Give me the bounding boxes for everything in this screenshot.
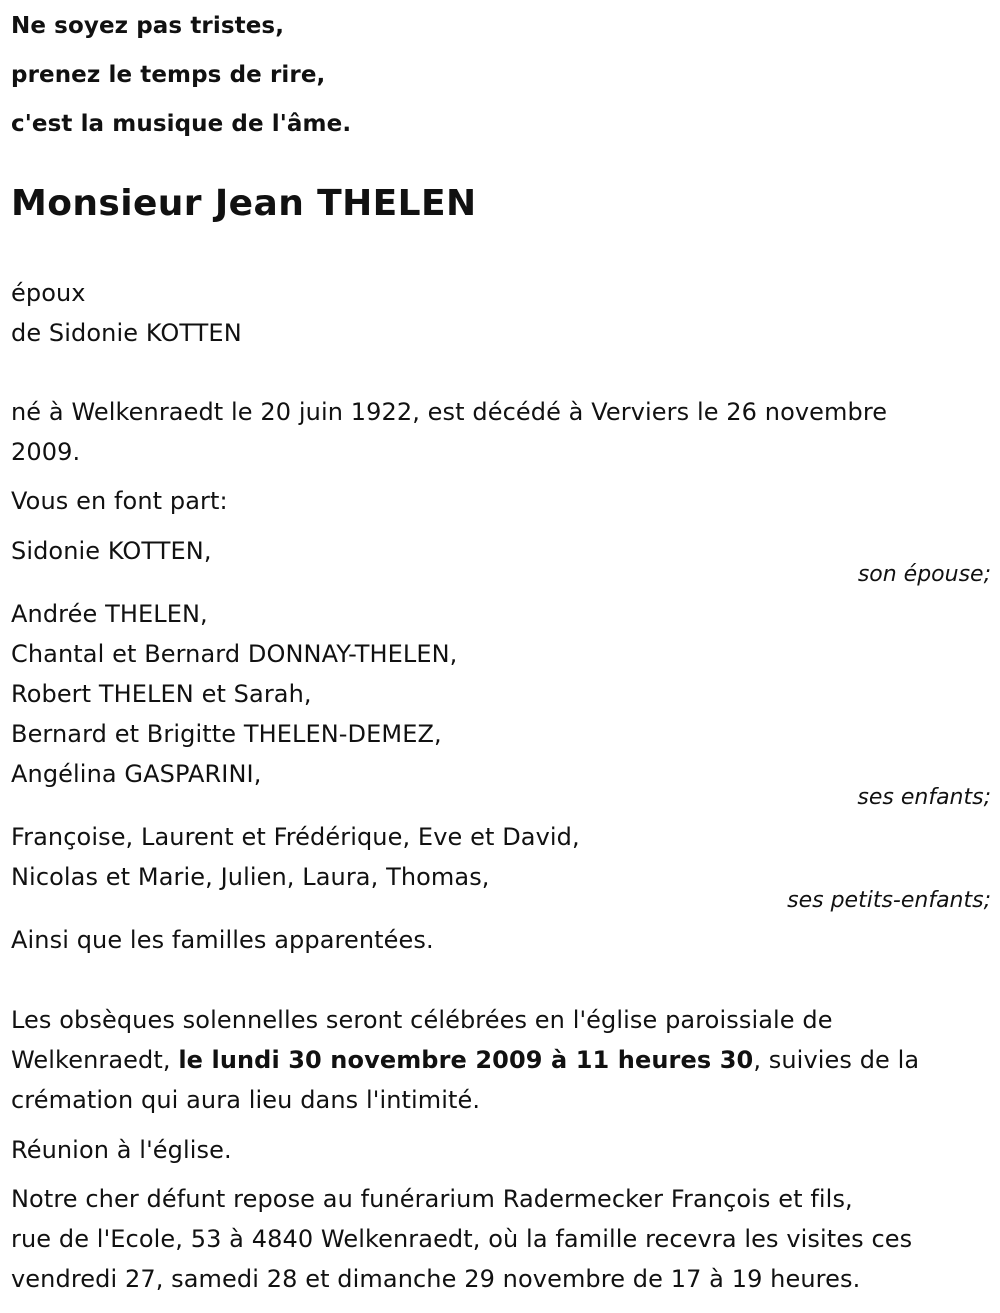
birth-death-line-1: né à Welkenraedt le 20 juin 1922, est décédé à Verviers le 26 novembre [11, 398, 888, 426]
role-grandchildren: ses petits-enfants; [787, 888, 991, 913]
rest-line-3: vendredi 27, samedi 28 et dimanche 29 novembre de 17 à 19 heures. [11, 1265, 861, 1293]
quote-line-2: prenez le temps de rire, [11, 62, 326, 88]
family-name-line: Chantal et Bernard DONNAY-THELEN, [11, 640, 458, 668]
funeral-location: Welkenraedt, [11, 1046, 179, 1074]
family-name-line: Robert THELEN et Sarah, [11, 680, 312, 708]
funeral-datetime: le lundi 30 novembre 2009 à 11 heures 30 [178, 1046, 754, 1074]
announcement-intro: Vous en font part: [11, 487, 228, 515]
rest-line-2: rue de l'Ecole, 53 à 4840 Welkenraedt, où la famille recevra les visites ces [11, 1225, 913, 1253]
birth-death-line-2: 2009. [11, 438, 81, 466]
family-name-line: Françoise, Laurent et Frédérique, Eve et David, [11, 823, 580, 851]
quote-line-1: Ne soyez pas tristes, [11, 13, 285, 39]
quote-line-3: c'est la musique de l'âme. [11, 111, 352, 137]
family-name-line: Angélina GASPARINI, [11, 760, 262, 788]
funeral-line-3: crémation qui aura lieu dans l'intimité. [11, 1086, 481, 1114]
family-name-line: Andrée THELEN, [11, 600, 208, 628]
family-name-line: Sidonie KOTTEN, [11, 537, 212, 565]
role-spouse: son épouse; [857, 562, 991, 587]
meeting-place: Réunion à l'église. [11, 1136, 232, 1164]
spouse-of: de Sidonie KOTTEN [11, 319, 242, 347]
rest-line-1: Notre cher défunt repose au funérarium Radermecker François et fils, [11, 1185, 853, 1213]
funeral-line-2 [11, 1040, 919, 1080]
funeral-line-2-suffix: , suivies de la [753, 1046, 920, 1074]
funeral-line-1: Les obsèques solennelles seront célébrées en l'église paroissiale de [11, 1006, 833, 1034]
role-children: ses enfants; [857, 785, 991, 810]
deceased-name: Monsieur Jean THELEN [11, 183, 477, 224]
related-families: Ainsi que les familles apparentées. [11, 926, 434, 954]
family-name-line: Nicolas et Marie, Julien, Laura, Thomas, [11, 863, 490, 891]
family-name-line: Bernard et Brigitte THELEN-DEMEZ, [11, 720, 442, 748]
relation-label: époux [11, 279, 86, 307]
